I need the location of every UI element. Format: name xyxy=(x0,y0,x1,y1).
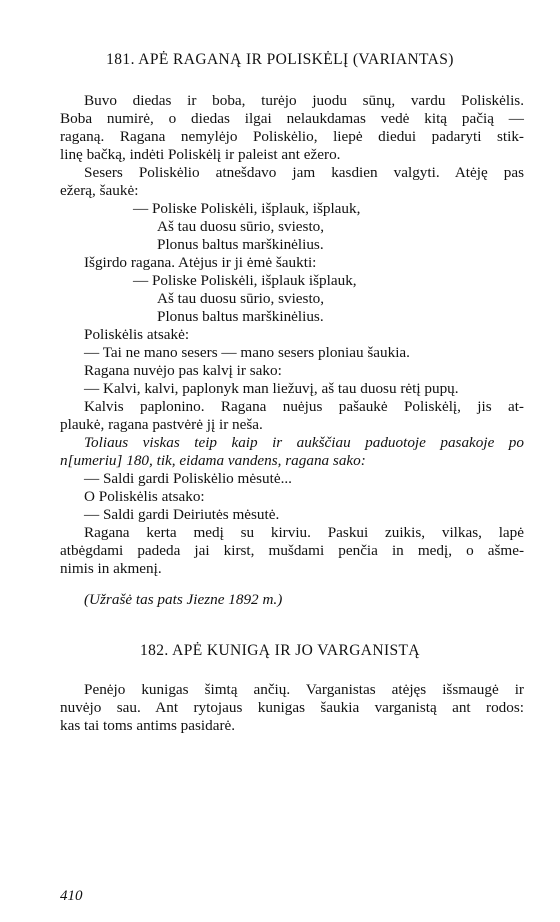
dialogue-line: — Saldi gardi Poliskėlio mėsutė... xyxy=(84,470,292,487)
verse-line: Plonus baltus marškinėlius. xyxy=(157,236,324,253)
text-line: Kalvis paplonino. Ragana nuėjus pašaukė Poliskėlį, jis at- xyxy=(84,398,524,415)
text-line: raganą. Ragana nemylėjo Poliskėlio, liepė diedui padaryti stik- xyxy=(60,128,524,145)
page-number: 410 xyxy=(60,888,83,904)
text-line: Buvo diedas ir boba, turėjo juodu sūnų, vardu Poliskėlis. xyxy=(84,92,524,109)
text-line: nuvėjo sau. Ant rytojaus kunigas šaukia varganistą ant rodos: xyxy=(60,699,524,716)
text-line: nimis in akmenį. xyxy=(60,560,162,577)
dialogue-line: — Kalvi, kalvi, paplonyk man liežuvį, aš tau duosu rėtį pupų. xyxy=(84,380,459,397)
dialogue-line: — Saldi gardi Deiriutės mėsutė. xyxy=(84,506,280,523)
text-line: Boba numirė, o diedas ilgai nelaukdamas vedė kitą pačią — xyxy=(60,110,524,127)
italic-note-line: n[umeriu] 180, tik, eidama vandens, ragana sako: xyxy=(60,452,366,469)
verse-line: Aš tau duosu sūrio, sviesto, xyxy=(157,290,325,307)
text-line: Penėjo kunigas šimtą ančių. Varganistas atėjęs išsmaugė ir xyxy=(84,681,524,698)
story-181-title: 181. APĖ RAGANĄ IR POLISKĖLĮ (VARIANTAS) xyxy=(106,51,454,68)
text-line: Ragana kerta medį su kirviu. Paskui zuikis, vilkas, lapė xyxy=(84,524,524,541)
italic-note-line: Toliaus viskas teip kaip ir aukščiau paduotoje pasakoje po xyxy=(84,434,524,451)
text-line: Poliskėlis atsakė: xyxy=(84,326,190,343)
story-182-title: 182. APĖ KUNIGĄ IR JO VARGANISTĄ xyxy=(139,642,421,659)
text-line: linę bačką, indėti Poliskėlį ir paleist ant ežero. xyxy=(60,146,341,163)
text-line: kas tai toms antims pasidarė. xyxy=(60,717,236,734)
text-line: ežerą, šaukė: xyxy=(60,182,139,199)
verse-line: — Poliske Poliskėli, išplauk, išplauk, xyxy=(133,200,361,217)
source-note: (Užrašė tas pats Jiezne 1892 m.) xyxy=(84,591,283,608)
text-line: O Poliskėlis atsako: xyxy=(84,488,205,505)
text-line: plaukė, ragana pastvėrė jį ir neša. xyxy=(60,416,263,433)
verse-line: Aš tau duosu sūrio, sviesto, xyxy=(157,218,325,235)
text-line: atbėgdami padeda jai kirst, mušdami penčia in medį, o ašme- xyxy=(60,542,524,559)
text-line: Sesers Poliskėlio atnešdavo jam kasdien valgyti. Atėję pas xyxy=(84,164,524,181)
verse-line: Plonus baltus marškinėlius. xyxy=(157,308,324,325)
verse-line: — Poliske Poliskėli, išplauk išplauk, xyxy=(133,272,357,289)
text-line: Išgirdo ragana. Atėjus ir ji ėmė šaukti: xyxy=(84,254,317,271)
dialogue-line: — Tai ne mano sesers — mano sesers ploniau šaukia. xyxy=(84,344,410,361)
text-line: Ragana nuvėjo pas kalvį ir sako: xyxy=(84,362,282,379)
